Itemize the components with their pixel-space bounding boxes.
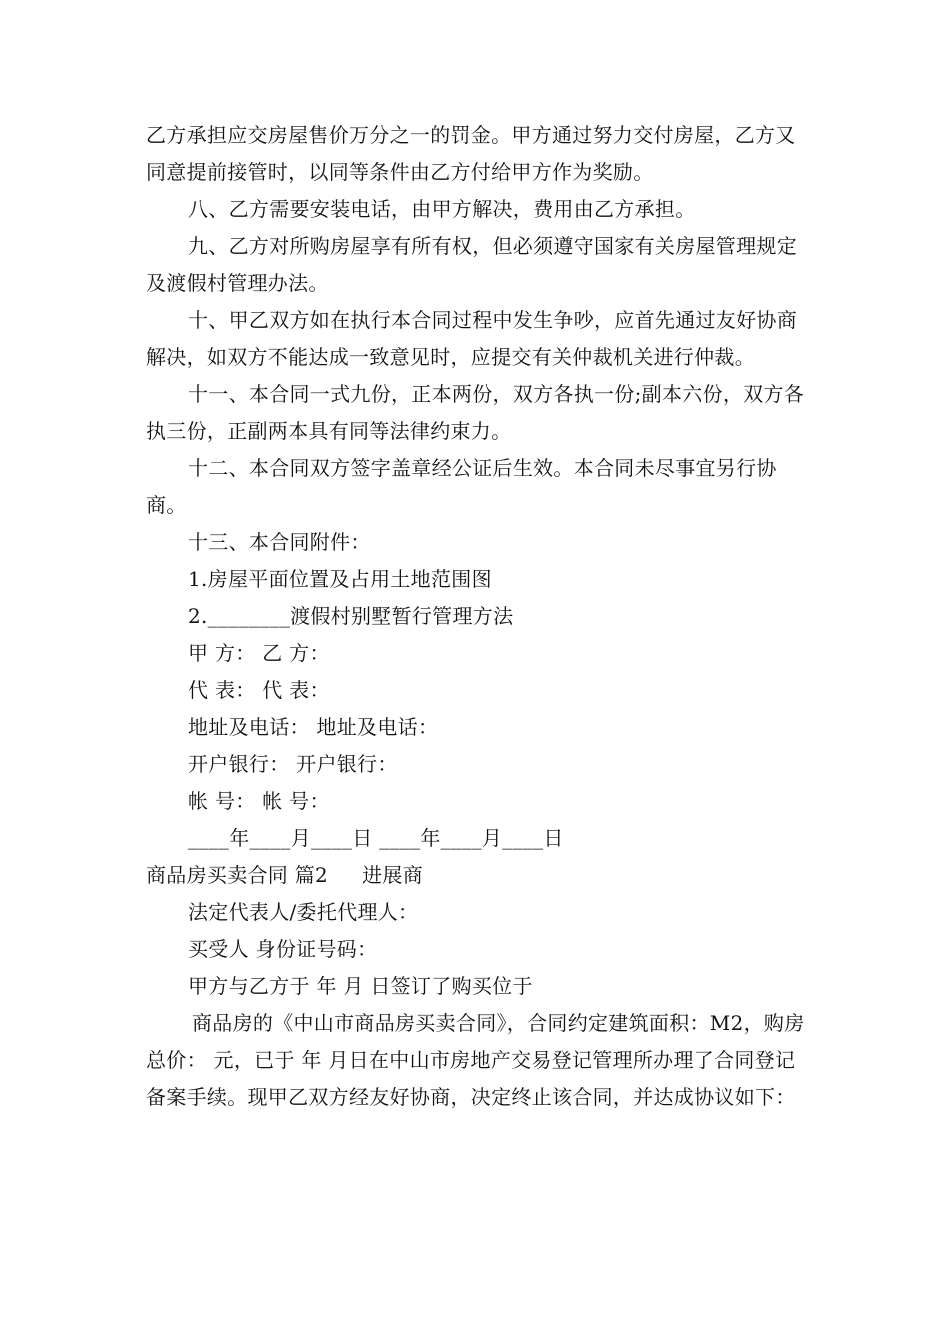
section-heading — [146, 857, 812, 894]
signature-account: 帐 号： 帐 号： — [188, 789, 330, 813]
legal-representative-line: 法定代表人/委托代理人： — [188, 900, 419, 924]
paragraph-clause-12: 十二、本合同双方签字盖章经公证后生效。本合同未尽事宜另行协商。 — [146, 456, 777, 517]
purchase-date-line: 甲方与乙方于 年 月 日签订了购买位于 — [188, 974, 533, 998]
signature-party: 甲 方： 乙 方： — [188, 641, 330, 665]
section-party: 进展商 — [362, 863, 423, 887]
signature-representative: 代 表： 代 表： — [188, 678, 330, 702]
buyer-id-line: 买受人 身份证号码： — [188, 937, 378, 961]
signature-date: ____年____月____日 ____年____月____日 — [188, 826, 564, 850]
document-body — [146, 117, 812, 1116]
paragraph-clause-8: 八、乙方需要安装电话，由甲方解决，费用由乙方承担。 — [188, 197, 696, 221]
paragraph-penalty: 乙方承担应交房屋售价万分之一的罚金。甲方通过努力交付房屋，乙方又同意提前接管时，以同等条件由乙方付给甲方作为奖励。 — [146, 123, 796, 184]
attachment-1: 1.房屋平面位置及占用土地范围图 — [188, 567, 492, 591]
paragraph-clause-9: 九、乙方对所购房屋享有所有权，但必须遵守国家有关房屋管理规定及渡假村管理办法。 — [146, 234, 797, 295]
paragraph-termination: 商品房的《中山市商品房买卖合同》，合同约定建筑面积：M2，购房总价： 元，已于 年 月日在中山市房地产交易登记管理所办理了合同登记备案手续。现甲乙双方经友好协商，决定终止该合同，并达成协议如下： — [146, 1011, 805, 1109]
signature-address-phone: 地址及电话： 地址及电话： — [188, 715, 439, 739]
attachment-2: 2.________渡假村别墅暂行管理方法 — [188, 604, 514, 628]
paragraph-clause-13: 十三、本合同附件： — [188, 530, 371, 554]
signature-bank: 开户银行： 开户银行： — [188, 752, 398, 776]
section-title: 商品房买卖合同 篇2 — [146, 863, 329, 887]
paragraph-clause-10: 十、甲乙双方如在执行本合同过程中发生争吵，应首先通过友好协商解决，如双方不能达成一致意见时，应提交有关仲裁机关进行仲裁。 — [146, 308, 797, 369]
paragraph-clause-11: 十一、本合同一式九份，正本两份，双方各执一份;副本六份，双方各执三份，正副两本具有同等法律约束力。 — [146, 382, 805, 443]
